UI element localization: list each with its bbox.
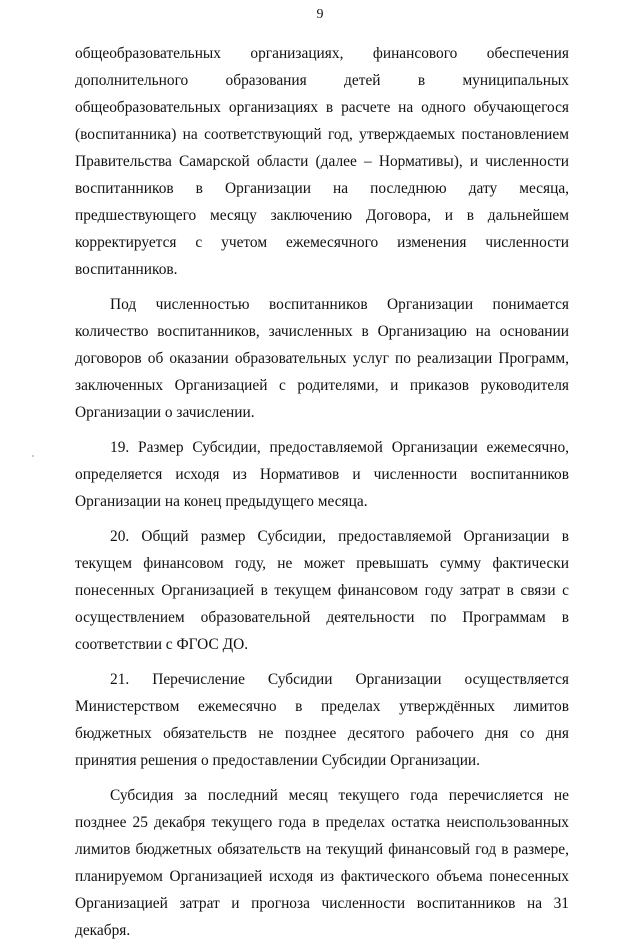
paragraph-20: 20. Общий размер Субсидии, предоставляемой Организации в текущем финансовом году, не может превышать сумму фактически понесенных Организацией в текущем финансовом году затрат в связи с осуществлением образовательной деятельности по Программам в соответствии с ФГОС ДО. [75,528,569,653]
paragraph-definition: Под численностью воспитанников Организации понимается количество воспитанников, зачисленных в Организацию на основании договоров об оказании образовательных услуг по реализации Программ, заключенных Организацией с родителями, и приказов руководителя Организации о зачислении. [75,296,569,421]
paragraph-21: 21. Перечисление Субсидии Организации осуществляется Министерством ежемесячно в пределах утверждённых лимитов бюджетных обязательств не позднее десятого рабочего дня со дня принятия решения о предоставлении Субсидии Организации. [75,671,569,769]
paragraph-final-month: Субсидия за последний месяц текущего года перечисляется не позднее 25 декабря текущего года в пределах остатка неиспользованных лимитов бюджетных обязательств на текущий финансовый год в размере, планируемом Организацией исходя из фактического объема понесенных Организацией затрат и прогноза численности воспитанников на 31 декабря. [75,787,569,939]
scan-speck [32,455,34,457]
paragraph-continuation: общеобразовательных организациях, финансового обеспечения дополнительного образования детей в муниципальных общеобразовательных организациях в расчете на одного обучающегося (воспитанника) на соответствующий год, утверждаемых постановлением Правительства Самарской области (далее – Нормативы), и численности воспитанников в Организации на последнюю дату месяца, предшествующего месяцу заключению Договора, и в дальнейшем корректируется с учетом ежемесячного изменения численности воспитанников. [75,45,569,278]
page-number: 9 [316,7,324,22]
document-body [75,40,569,944]
paragraph-19: 19. Размер Субсидии, предоставляемой Организации ежемесячно, определяется исходя из Нормативов и численности воспитанников Организации на конец предыдущего месяца. [75,439,569,510]
